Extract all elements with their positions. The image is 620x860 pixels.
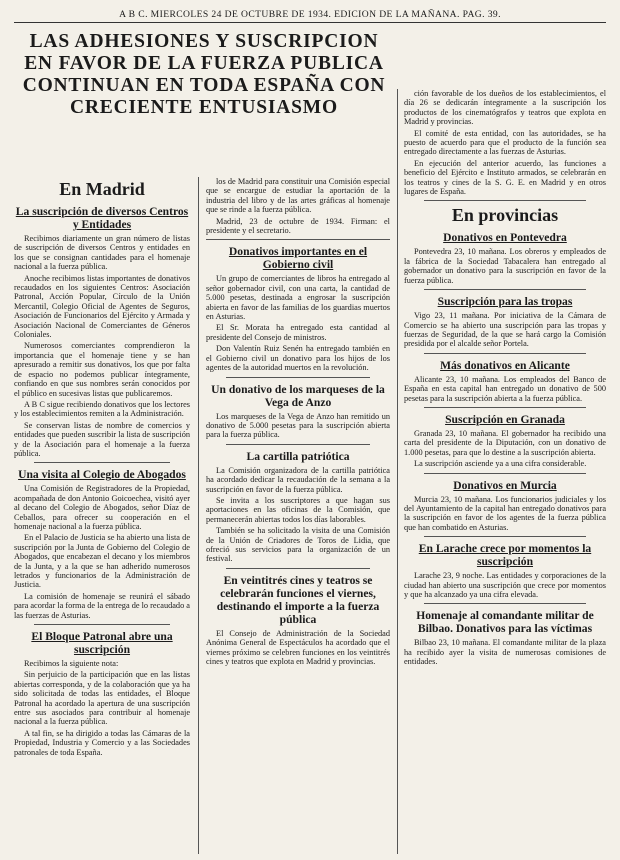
article-title: Homenaje al comandante militar de Bilbao. Donativos para las víctimas — [416, 609, 594, 636]
article-divider — [424, 473, 586, 474]
paragraph: Sin perjuicio de la participación que en las listas abiertas corresponda, y de la colaboración que ya ha sido solicitada de todas las entidades, el Bloque Patronal ha acordado la apertura de una suscripción entre sus asociados para contribuir al homenaje nacional a la fuerza pública. — [14, 670, 190, 727]
paragraph: Anoche recibimos listas importantes de donativos recaudados en los siguientes Centros: Asociación Patronal, Acción Popular, Círculo de la Unión Mercantil, Colegio Oficial de Agentes de Seguros, Asociación de Funcionarios del Ejército y Armada y Asociación Nacional de Comerciantes de Géneros Coloniales. — [14, 273, 190, 340]
article-title: En Larache crece por momentos la suscripción — [418, 542, 592, 569]
article-title: La cartilla patriótica — [246, 449, 350, 463]
column-madrid — [14, 177, 190, 854]
paragraph: ción favorable de los dueños de los establecimientos, el día 26 se dedicarán íntegramente a la suscripción los productos de los cinematógrafos y teatros que explota en Madrid y provincias. — [404, 89, 606, 127]
paragraph: Se conservan listas de nombre de comercios y entidades que pueden suscribir la lista de suscripción y de la Asociación para el homenaje a la fuerza pública. — [14, 420, 190, 458]
paragraph: En ejecución del anterior acuerdo, las funciones a beneficio del Ejército e Instituto armados, se celebrarán en los teatros y cines de la S. G. E. en Madrid y en otros lugares de España. — [404, 158, 606, 197]
article-title: Un donativo de los marqueses de la Vega de Anzo — [211, 382, 385, 409]
article-title: Donativos importantes en el Gobierno civil — [228, 245, 368, 272]
article-divider — [226, 377, 370, 378]
article-title: Donativos en Pontevedra — [443, 231, 567, 245]
section-heading-provinces: En provincias — [451, 205, 559, 226]
paragraph: Se invita a los suscriptores a que hagan sus aportaciones en las oficinas de la Comisión, que permanecerán abiertas todos los días laborables. — [206, 495, 390, 524]
article-title: La suscripción de diversos Centros y Entidades — [15, 205, 189, 231]
newspaper-page — [14, 8, 606, 854]
paragraph: La comisión de homenaje se reunirá el sábado para acordar la forma de la entrega de lo recaudado a las fuerzas de Asturias. — [14, 591, 190, 620]
paragraph: Madrid, 23 de octubre de 1934. Firman: el presidente y el secretario. — [206, 216, 390, 236]
paragraph: Numerosos comerciantes comprendieron la importancia que el homenaje tiene y se han apresurado a remitir sus donativos, los que por falta de espacio no podemos publicar íntegramente, confiando en que sus nombres serán conocidos por el público en sucesivas listas que publicaremos. — [14, 341, 190, 398]
headline-banner — [14, 29, 394, 173]
article-title: Más donativos en Alicante — [440, 358, 570, 372]
paragraph: El Consejo de Administración de la Sociedad Anónima General de Espectáculos ha acordado que el viernes próximo se celebren funciones en los veintitrés cines y teatros que explota en Madrid y provincias. — [206, 628, 390, 666]
column-center — [206, 177, 390, 854]
paragraph: Larache 23, 9 noche. Las entidades y corporaciones de la ciudad han abierto una suscripción que crece por momentos y que ha alcanzado ya una cifra elevada. — [404, 571, 606, 599]
paragraph: Recibimos diariamente un gran número de listas de suscripción de diversos Centros y entidades en los que se consignan cantidades para el homenaje nacional a la fuerza pública. — [14, 234, 190, 272]
paragraph: A tal fin, se ha dirigido a todas las Cámaras de la Propiedad, Industria y Comercio y a las Sociedades patronales de toda España. — [14, 728, 190, 757]
page-header: A B C. MIERCOLES 24 DE OCTUBRE DE 1934. EDICION DE LA MAÑANA. PAG. 39. — [14, 8, 606, 23]
paragraph: El Sr. Morata ha entregado esta cantidad al presidente del Consejo de ministros. — [206, 323, 390, 342]
paragraph: A B C sigue recibiendo donativos que los lectores y los establecimientos remiten a la Administración. — [14, 399, 190, 419]
paragraph: Los marqueses de la Vega de Anzo han remitido un donativo de 5.000 pesetas para la suscripción abierta para la fuerza pública. — [206, 411, 390, 440]
article-divider — [424, 603, 586, 604]
article-title: Suscripción para las tropas — [437, 295, 573, 309]
paragraph: Una Comisión de Registradores de la Propiedad, acompañada de don Antonio Goicoechea, visitó ayer al decano del Colegio de Abogados, señor Díaz de Ceballos, para ofrecer su cooperación en el homenaje nacional a la fuerza pública. — [14, 484, 190, 531]
paragraph: Granada 23, 10 mañana. El gobernador ha recibido una carta del presidente de la Diputación, con un donativo de 1.000 pesetas, para que lo destine a la suscripción abierta. — [404, 428, 606, 457]
paragraph: Vigo 23, 11 mañana. Por iniciativa de la Cámara de Comercio se ha abierto una suscripción para las tropas y fuerzas de Seguridad, de la que se hará cargo la Comisión presidida por el alcalde señor Portela. — [404, 311, 606, 349]
article-divider — [424, 536, 586, 537]
article-title: Una visita al Colegio de Abogados — [18, 468, 186, 482]
article-divider — [226, 444, 370, 445]
column-provinces — [404, 89, 606, 854]
paragraph: Don Valentín Ruiz Senén ha entregado también en el Gobierno civil un donativo para los hijos de los agentes de la autoridad muertos en la revolución. — [206, 344, 390, 373]
paragraph: También se ha solicitado la visita de una Comisión de la Unión de Criadores de Toros de Lidia, que ofreció sus servicios para la organización de un festival. — [206, 526, 390, 564]
paragraph: Bilbao 23, 10 mañana. El comandante militar de la plaza ha recibido ayer la visita de numerosas comisiones de entidades. — [404, 638, 606, 667]
paragraph: Un grupo de comerciantes de libros ha entregado al señor gobernador civil, con una carta, la cantidad de 5.000 pesetas, destinada a engrosar la suscripción abierta en favor de las familias de los guardias muertos en Asturias. — [206, 274, 390, 322]
article-divider — [424, 353, 586, 354]
paragraph: Murcia 23, 10 mañana. Los funcionarios judiciales y los del Ayuntamiento de la capital han entregado donativos para la suscripción en favor de los agentes de la fuerza pública que han combatido en Asturias. — [404, 494, 606, 532]
article-divider — [424, 289, 586, 290]
article-divider — [424, 407, 586, 408]
paragraph: La Comisión organizadora de la cartilla patriótica ha acordado dedicar la recaudación de la semana a la suscripción en favor de la fuerza pública. — [206, 465, 390, 494]
article-title: Suscripción en Granada — [445, 412, 565, 426]
paragraph: Alicante 23, 10 mañana. Los empleados del Banco de España en esta capital han entregado un donativo de 500 pesetas para la suscripción abierta a la fuerza pública. — [404, 374, 606, 403]
paragraph: Recibimos la siguiente nota: — [24, 659, 119, 669]
article-title: Donativos en Murcia — [453, 478, 557, 492]
column-divider — [198, 177, 199, 854]
column-divider — [397, 89, 398, 854]
paragraph: El comité de esta entidad, con las autoridades, se ha puesto de acuerdo para que el producto de la función sea entregado directamente a las fuerzas de Asturias. — [404, 128, 606, 157]
article-title: En veintitrés cines y teatros se celebrarán funciones el viernes, destinando el importe a la fuerza pública — [216, 573, 380, 626]
page-body — [14, 29, 606, 854]
article-title: El Bloque Patronal abre una suscripción — [31, 630, 173, 657]
article-divider — [206, 239, 390, 240]
paragraph: Pontevedra 23, 10 mañana. Los obreros y empleados de la fábrica de la Sociedad Tabacalera han entregado al gobernador un donativo para la suscripción en favor de la fuerza pública. — [404, 247, 606, 285]
article-divider — [34, 624, 170, 625]
article-divider — [34, 462, 170, 463]
paragraph: los de Madrid para constituir una Comisión especial que se encargue de estudiar la aportación de la industria del libro y de las artes gráficas al homenaje que se rinde a la fuerza pública. — [206, 177, 390, 215]
article-divider — [424, 200, 586, 201]
article-divider — [226, 568, 370, 569]
paragraph: La suscripción asciende ya a una cifra considerable. — [414, 459, 587, 469]
section-heading-madrid: En Madrid — [59, 179, 145, 199]
main-headline: LAS ADHESIONES Y SUSCRIPCION EN FAVOR DE LA FUERZA PUBLICA CONTINUAN EN TODA ESPAÑA CON CRECIENTE ENTUSIASMO — [22, 31, 386, 118]
paragraph: En el Palacio de Justicia se ha abierto una lista de suscripción por la Junta de Gobierno del Colegio de Abogados, que encabezan el decano y los miembros de la Junta, y a la que se han adherido numerosos letrados y funcionarios de la Administración de Justicia. — [14, 533, 190, 590]
